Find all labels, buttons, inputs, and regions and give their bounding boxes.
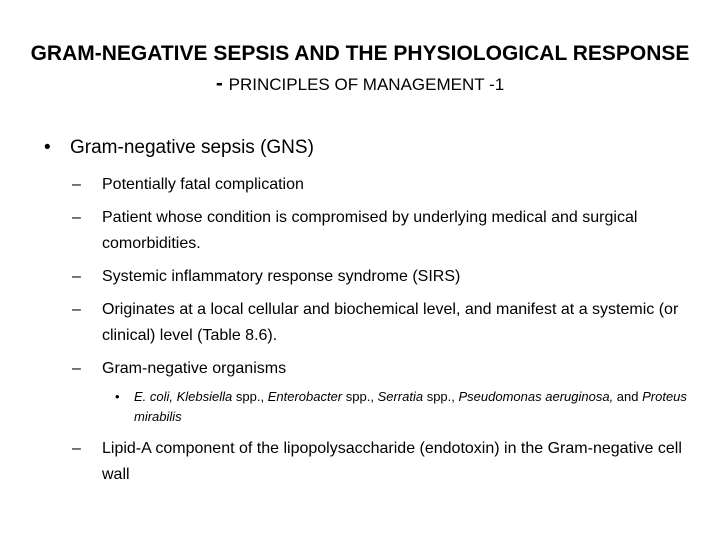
slide-content [44, 136, 694, 495]
dash-marker: – [72, 176, 81, 193]
organism-sep-4: and [613, 389, 643, 404]
sub-bullet-organisms [44, 356, 694, 382]
sub-bullet-comorbidities [44, 205, 694, 257]
dash-marker: – [72, 268, 81, 285]
sub-bullet-lipid-a [44, 436, 694, 488]
organism-proteus: Proteus mirabilis [134, 389, 687, 424]
sub-bullet-text: Systemic inflammatory response syndrome (SIRS) [102, 268, 461, 285]
organism-pseudomonas: Pseudomonas aeruginosa, [458, 389, 614, 404]
dash-marker: – [72, 440, 81, 457]
sub-bullet-text: Gram-negative organisms [102, 360, 287, 377]
organism-list [44, 387, 694, 427]
sub-bullet-text: Originates at a local cellular and biochemical level, and manifest at a systemic (or clinical) level (Table 8.6). [102, 301, 679, 344]
dash-marker: – [72, 209, 81, 226]
organism-sep-3: spp., [423, 389, 459, 404]
title-sub: PRINCIPLES OF MANAGEMENT -1 [228, 75, 505, 94]
organism-ecoli-klebsiella: E. coli, Klebsiella [134, 389, 233, 404]
bullet-text: Gram-negative sepsis (GNS) [70, 137, 314, 158]
sub-bullet-text: Patient whose condition is compromised by underlying medical and surgical comorbidities. [102, 209, 638, 252]
sub-bullet-text: Potentially fatal complication [102, 176, 304, 193]
slide-title [30, 40, 690, 100]
organism-enterobacter: Enterobacter [267, 389, 343, 404]
dash-marker: – [72, 301, 81, 318]
organism-sep-1: spp., [232, 389, 268, 404]
bullet-marker: • [115, 389, 120, 404]
sub-bullet-sirs [44, 264, 694, 290]
organism-sep-2: spp., [342, 389, 378, 404]
sub-bullet-origins [44, 297, 694, 349]
organism-list-text [134, 389, 687, 424]
dash-marker: – [72, 360, 81, 377]
bullet-marker: • [44, 137, 51, 158]
title-main: GRAM-NEGATIVE SEPSIS AND THE PHYSIOLOGICAL RESPONSE - [30, 42, 690, 95]
organism-serratia: Serratia [377, 389, 424, 404]
bullet-gram-negative-sepsis [44, 136, 694, 160]
sub-bullet-text: Lipid-A component of the lipopolysaccharide (endotoxin) in the Gram-negative cell wall [102, 440, 682, 483]
sub-bullet-fatal-complication [44, 172, 694, 198]
